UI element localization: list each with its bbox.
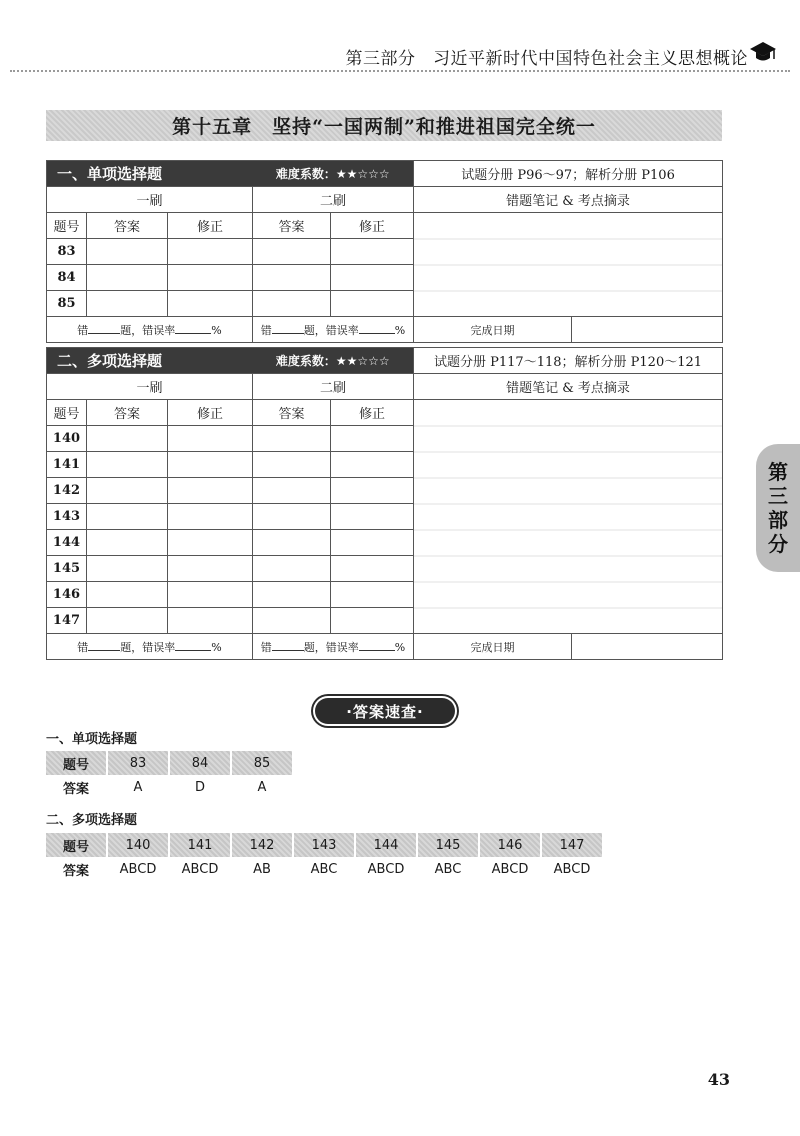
answer-value: A bbox=[133, 779, 143, 795]
answer-value: ABCD bbox=[553, 861, 591, 877]
question-number: 141 bbox=[47, 452, 87, 478]
answer-question-number: 145 bbox=[418, 833, 478, 857]
col-answer: 答案 bbox=[253, 213, 331, 239]
fix-cell[interactable] bbox=[168, 452, 253, 478]
answer-group-title: 二、多项选择题 bbox=[46, 813, 138, 828]
answer-cell[interactable] bbox=[253, 452, 331, 478]
answer-cell[interactable] bbox=[87, 504, 168, 530]
question-number: 84 bbox=[47, 265, 87, 291]
answer-group-title: 一、单项选择题 bbox=[46, 732, 138, 747]
answer-value: ABCD bbox=[367, 861, 405, 877]
answer-cell[interactable] bbox=[87, 530, 168, 556]
col-answer: 答案 bbox=[87, 400, 168, 426]
answer-key-badge: ·答案速查· bbox=[315, 698, 455, 724]
answer-grid-label: 题号 bbox=[46, 833, 106, 857]
answer-value: ABC bbox=[310, 861, 338, 877]
workbook-table-single-choice bbox=[46, 160, 723, 343]
answer-cell[interactable] bbox=[253, 556, 331, 582]
fix-cell[interactable] bbox=[331, 582, 414, 608]
fix-cell[interactable] bbox=[331, 426, 414, 452]
answer-question-number: 144 bbox=[356, 833, 416, 857]
completion-date-field[interactable] bbox=[572, 317, 723, 343]
question-number: 146 bbox=[47, 582, 87, 608]
fix-cell[interactable] bbox=[168, 239, 253, 265]
error-rate-footer: 错 题，错误率 % bbox=[47, 634, 253, 660]
answer-cell[interactable] bbox=[87, 291, 168, 317]
answer-cell[interactable] bbox=[253, 426, 331, 452]
side-tab-char: 三 bbox=[768, 484, 788, 508]
question-number: 85 bbox=[47, 291, 87, 317]
answer-cell[interactable] bbox=[253, 530, 331, 556]
answer-question-number: 146 bbox=[480, 833, 540, 857]
graduation-cap-icon bbox=[750, 40, 776, 64]
notes-header: 错题笔记 & 考点摘录 bbox=[414, 187, 723, 213]
fix-cell[interactable] bbox=[331, 239, 414, 265]
fix-cell[interactable] bbox=[331, 530, 414, 556]
answer-cell[interactable] bbox=[253, 265, 331, 291]
fix-cell[interactable] bbox=[168, 608, 253, 634]
section-title: 一、单项选择题 bbox=[47, 161, 253, 187]
fix-cell[interactable] bbox=[331, 291, 414, 317]
fix-cell[interactable] bbox=[331, 556, 414, 582]
answer-question-number: 147 bbox=[542, 833, 602, 857]
section-title: 二、多项选择题 bbox=[47, 348, 253, 374]
answer-grid-label: 答案 bbox=[62, 863, 89, 879]
fix-cell[interactable] bbox=[168, 530, 253, 556]
question-number: 140 bbox=[47, 426, 87, 452]
fix-cell[interactable] bbox=[331, 478, 414, 504]
question-number: 142 bbox=[47, 478, 87, 504]
answer-cell[interactable] bbox=[87, 478, 168, 504]
answer-cell[interactable] bbox=[253, 582, 331, 608]
side-tab-char: 部 bbox=[768, 508, 788, 532]
notes-header: 错题笔记 & 考点摘录 bbox=[414, 374, 723, 400]
fix-cell[interactable] bbox=[168, 478, 253, 504]
answer-value: ABCD bbox=[491, 861, 529, 877]
col-answer: 答案 bbox=[253, 400, 331, 426]
question-number: 83 bbox=[47, 239, 87, 265]
answer-grid-multiple bbox=[46, 833, 602, 881]
col-qnum: 题号 bbox=[47, 213, 87, 239]
answer-question-number: 85 bbox=[232, 751, 292, 775]
answer-question-number: 83 bbox=[108, 751, 168, 775]
completion-date-label: 完成日期 bbox=[414, 317, 572, 343]
answer-cell[interactable] bbox=[253, 478, 331, 504]
notes-area[interactable] bbox=[414, 213, 723, 317]
answer-cell[interactable] bbox=[253, 291, 331, 317]
difficulty: 难度系数：★★☆☆☆ bbox=[253, 348, 414, 374]
question-number: 144 bbox=[47, 530, 87, 556]
notes-area[interactable] bbox=[414, 400, 723, 634]
fix-cell[interactable] bbox=[168, 582, 253, 608]
pass2-header: 二刷 bbox=[253, 374, 414, 400]
completion-date-field[interactable] bbox=[572, 634, 723, 660]
fix-cell[interactable] bbox=[331, 504, 414, 530]
answer-value: A bbox=[257, 779, 267, 795]
answer-cell[interactable] bbox=[87, 239, 168, 265]
answer-cell[interactable] bbox=[253, 239, 331, 265]
col-answer: 答案 bbox=[87, 213, 168, 239]
error-rate-footer: 错 题，错误率 % bbox=[253, 317, 414, 343]
fix-cell[interactable] bbox=[168, 426, 253, 452]
fix-cell[interactable] bbox=[168, 291, 253, 317]
pass1-header: 一刷 bbox=[47, 187, 253, 213]
col-fix: 修正 bbox=[331, 400, 414, 426]
answer-cell[interactable] bbox=[253, 608, 331, 634]
answer-value: ABCD bbox=[119, 861, 157, 877]
pass1-header: 一刷 bbox=[47, 374, 253, 400]
running-header: 第三部分 习近平新时代中国特色社会主义思想概论 bbox=[345, 49, 748, 69]
answer-cell[interactable] bbox=[253, 504, 331, 530]
part-side-tab bbox=[756, 444, 800, 572]
answer-question-number: 143 bbox=[294, 833, 354, 857]
col-fix: 修正 bbox=[168, 213, 253, 239]
answer-value: ABC bbox=[434, 861, 462, 877]
answer-cell[interactable] bbox=[87, 608, 168, 634]
answer-grid-single bbox=[46, 751, 292, 799]
completion-date-label: 完成日期 bbox=[414, 634, 572, 660]
difficulty: 难度系数：★★☆☆☆ bbox=[253, 161, 414, 187]
answer-cell[interactable] bbox=[87, 452, 168, 478]
fix-cell[interactable] bbox=[168, 265, 253, 291]
answer-value: D bbox=[194, 779, 205, 795]
page-reference: 试题分册 P96～97；解析分册 P106 bbox=[414, 161, 723, 187]
answer-value: ABCD bbox=[181, 861, 219, 877]
answer-grid-label: 题号 bbox=[46, 751, 106, 775]
fix-cell[interactable] bbox=[168, 556, 253, 582]
answer-question-number: 140 bbox=[108, 833, 168, 857]
col-fix: 修正 bbox=[331, 213, 414, 239]
header-dotted-rule bbox=[10, 70, 790, 72]
workbook-table-multiple-choice bbox=[46, 347, 723, 660]
chapter-title: 第十五章 坚持“一国两制”和推进祖国完全统一 bbox=[46, 110, 722, 141]
answer-cell[interactable] bbox=[87, 582, 168, 608]
answer-question-number: 142 bbox=[232, 833, 292, 857]
answer-question-number: 84 bbox=[170, 751, 230, 775]
page-number: 43 bbox=[707, 1070, 730, 1089]
fix-cell[interactable] bbox=[168, 504, 253, 530]
answer-cell[interactable] bbox=[87, 426, 168, 452]
pass2-header: 二刷 bbox=[253, 187, 414, 213]
question-number: 145 bbox=[47, 556, 87, 582]
error-rate-footer: 错 题，错误率 % bbox=[253, 634, 414, 660]
col-qnum: 题号 bbox=[47, 400, 87, 426]
question-number: 147 bbox=[47, 608, 87, 634]
answer-question-number: 141 bbox=[170, 833, 230, 857]
error-rate-footer: 错 题，错误率 % bbox=[47, 317, 253, 343]
answer-cell[interactable] bbox=[87, 265, 168, 291]
side-tab-char: 第 bbox=[768, 460, 788, 484]
answer-value: AB bbox=[253, 861, 271, 877]
side-tab-char: 分 bbox=[768, 532, 788, 556]
answer-cell[interactable] bbox=[87, 556, 168, 582]
fix-cell[interactable] bbox=[331, 452, 414, 478]
col-fix: 修正 bbox=[168, 400, 253, 426]
fix-cell[interactable] bbox=[331, 265, 414, 291]
question-number: 143 bbox=[47, 504, 87, 530]
page-reference: 试题分册 P117～118；解析分册 P120～121 bbox=[414, 348, 723, 374]
fix-cell[interactable] bbox=[331, 608, 414, 634]
answer-grid-label: 答案 bbox=[62, 781, 89, 797]
